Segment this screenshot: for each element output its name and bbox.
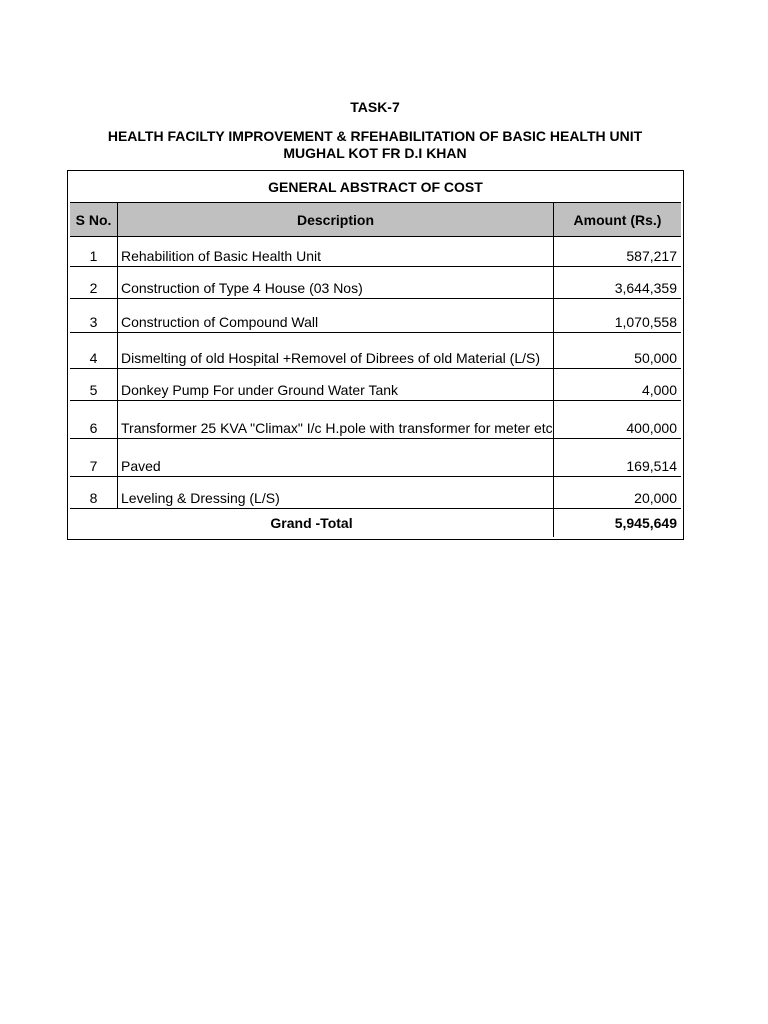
table-row	[70, 333, 681, 369]
table-row	[70, 401, 681, 439]
row-amount: 169,514	[626, 458, 677, 474]
row-amount: 4,000	[641, 382, 677, 398]
table-header-row	[70, 203, 681, 237]
table-row	[70, 299, 681, 333]
row-sno: 8	[70, 477, 118, 508]
header-description: Description	[118, 203, 554, 236]
table-row	[70, 237, 681, 267]
row-amount: 1,070,558	[614, 314, 677, 330]
row-description: Donkey Pump For under Ground Water Tank	[118, 369, 554, 400]
row-amount: 587,217	[626, 248, 677, 264]
row-description: Paved	[118, 439, 554, 476]
row-description: Transformer 25 KVA "Climax" I/c H.pole with transformer for meter etc	[118, 401, 554, 438]
grand-total-amount: 5,945,649	[614, 515, 677, 531]
row-description: Construction of Type 4 House (03 Nos)	[118, 267, 554, 298]
row-description: Leveling & Dressing (L/S)	[118, 477, 554, 508]
row-sno: 5	[70, 369, 118, 400]
row-sno: 2	[70, 267, 118, 298]
row-sno: 1	[70, 237, 118, 266]
row-amount: 3,644,359	[614, 280, 677, 296]
table-row	[70, 267, 681, 299]
title-line-1: HEALTH FACILTY IMPROVEMENT & RFEHABILITATION OF BASIC HEALTH UNIT	[107, 128, 643, 144]
grand-total-row	[70, 509, 681, 537]
table-caption: GENERAL ABSTRACT OF COST	[70, 173, 681, 203]
table-row	[70, 477, 681, 509]
table-row	[70, 439, 681, 477]
row-amount: 20,000	[634, 490, 677, 506]
row-amount: 400,000	[626, 420, 677, 436]
row-description: Dismelting of old Hospital +Removel of Dibrees of old Material (L/S)	[118, 333, 554, 368]
row-sno: 7	[70, 439, 118, 476]
header-amount: Amount (Rs.)	[573, 211, 662, 228]
document-title	[0, 128, 750, 162]
row-description: Construction of Compound Wall	[118, 299, 554, 332]
grand-total-label: Grand -Total	[70, 509, 554, 537]
title-line-2: MUGHAL KOT FR D.I KHAN	[283, 145, 467, 161]
row-amount: 50,000	[634, 350, 677, 366]
row-description: Rehabilition of Basic Health Unit	[118, 237, 554, 266]
header-sno: S No.	[70, 203, 118, 236]
task-label: TASK-7	[350, 99, 400, 115]
row-sno: 6	[70, 401, 118, 438]
row-sno: 3	[70, 299, 118, 332]
row-sno: 4	[70, 333, 118, 368]
table-row	[70, 369, 681, 401]
cost-abstract-table	[67, 170, 684, 540]
